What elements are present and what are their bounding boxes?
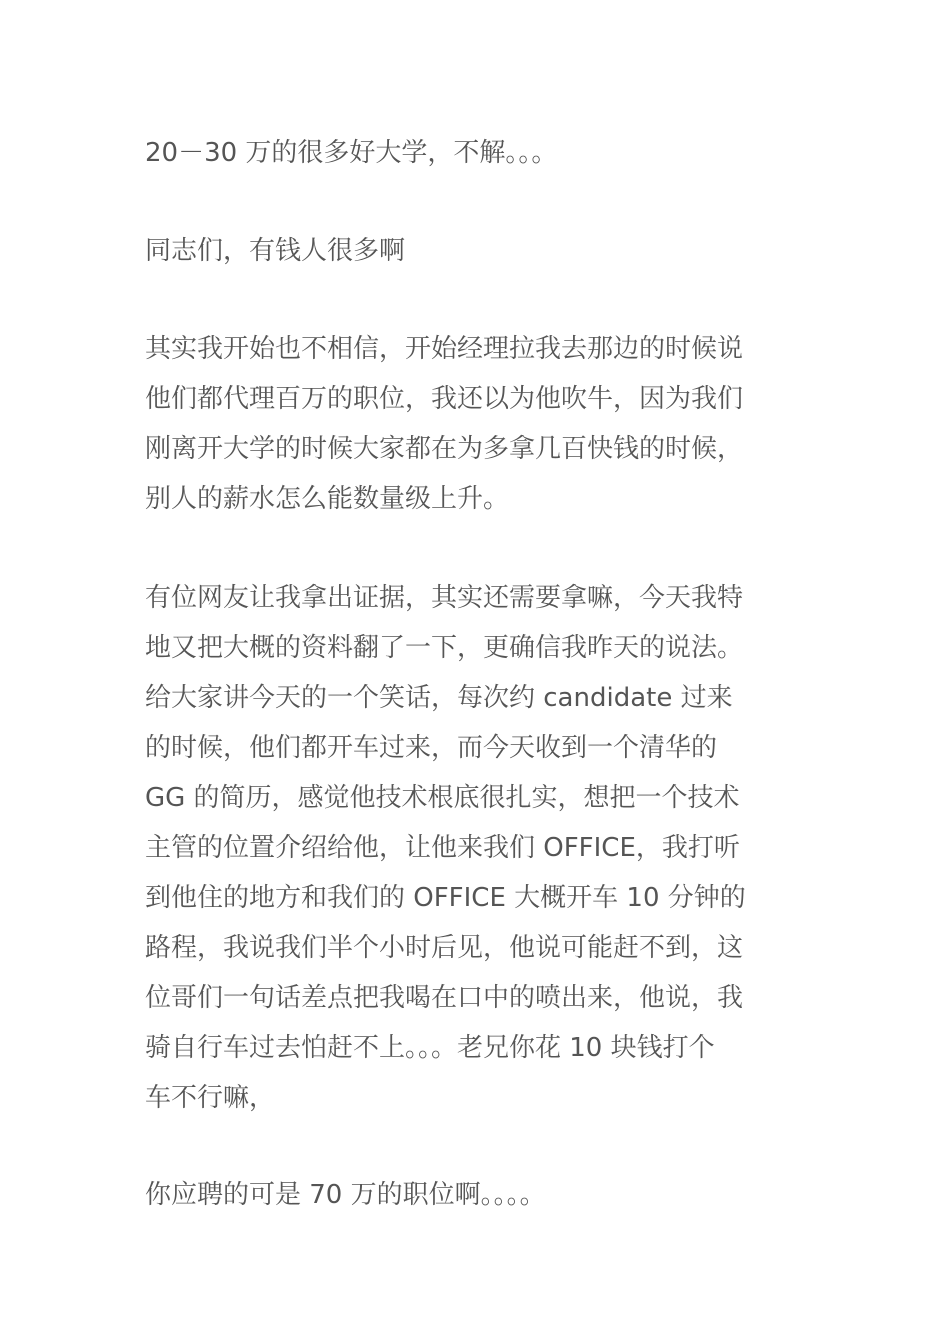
text-line: 的时候，他们都开车过来，而今天收到一个清华的 bbox=[145, 733, 718, 763]
text-line: 位哥们一句话差点把我喝在口中的喷出来，他说，我 bbox=[145, 983, 744, 1013]
text-line: 骑自行车过去怕赶不上。。。老兄你花 10 块钱打个 bbox=[145, 1033, 715, 1063]
text-line: 有位网友让我拿出证据，其实还需要拿嘛，今天我特 bbox=[145, 583, 744, 613]
text-line: 你应聘的可是 70 万的职位啊。。。。 bbox=[145, 1180, 546, 1210]
text-line: 同志们，有钱人很多啊 bbox=[145, 236, 406, 266]
text-line: 地又把大概的资料翻了一下，更确信我昨天的说法。 bbox=[145, 633, 744, 663]
text-line: 主管的位置介绍给他，让他来我们 OFFICE，我打听 bbox=[145, 833, 740, 863]
text-line: GG 的简历，感觉他技术根底很扎实，想把一个技术 bbox=[145, 783, 740, 813]
text-line: 车不行嘛， bbox=[145, 1083, 276, 1113]
paragraph-4 bbox=[145, 573, 810, 1123]
paragraph-5 bbox=[145, 1170, 810, 1220]
text-line: 路程，我说我们半个小时后见，他说可能赶不到，这 bbox=[145, 933, 744, 963]
paragraph-3 bbox=[145, 324, 810, 524]
text-line: 到他住的地方和我们的 OFFICE 大概开车 10 分钟的 bbox=[145, 883, 746, 913]
paragraph-2 bbox=[145, 226, 810, 276]
text-line: 20－30 万的很多好大学，不解。。。 bbox=[145, 138, 558, 168]
text-line: 刚离开大学的时候大家都在为多拿几百快钱的时候， bbox=[145, 434, 744, 464]
text-line: 给大家讲今天的一个笑话，每次约 candidate 过来 bbox=[145, 683, 733, 713]
text-line: 他们都代理百万的职位，我还以为他吹牛，因为我们 bbox=[145, 384, 744, 414]
paragraph-1 bbox=[145, 128, 810, 178]
text-line: 其实我开始也不相信，开始经理拉我去那边的时候说 bbox=[145, 334, 744, 364]
text-line: 别人的薪水怎么能数量级上升。 bbox=[145, 484, 510, 514]
